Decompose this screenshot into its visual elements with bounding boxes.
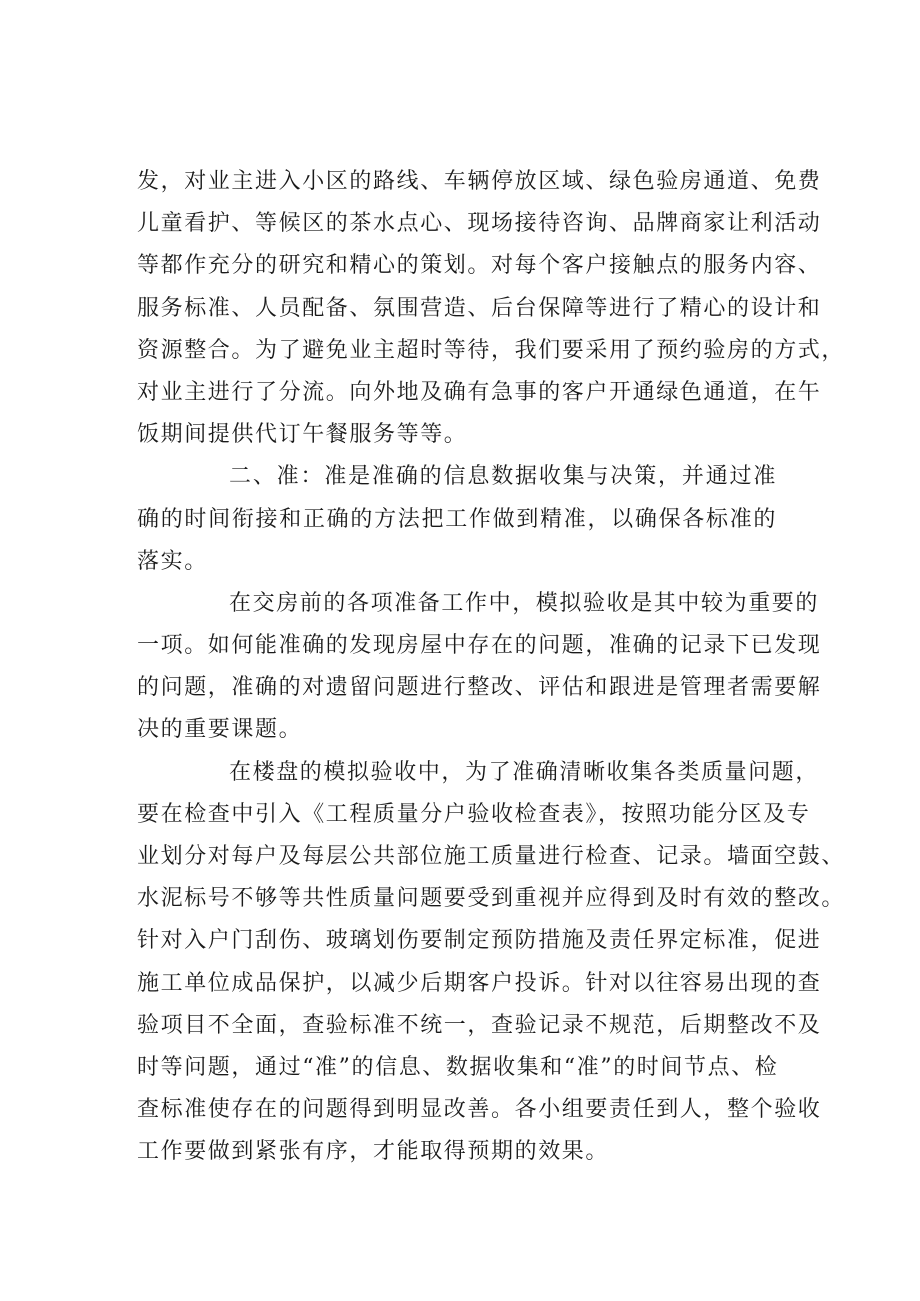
- text-line: 时等问题，通过“准”的信息、数据收集和“准”的时间节点、检: [137, 1054, 779, 1080]
- document-body: [137, 161, 846, 1174]
- text-line: 查标准使存在的问题得到明显改善。各小组要责任到人，整个验收: [137, 1097, 822, 1123]
- text-line: 决的重要课题。: [137, 717, 303, 743]
- paragraph-4: [137, 752, 846, 1174]
- text-line: 要在检查中引入《工程质量分户验收检查表》，按照功能分区及专: [137, 801, 811, 827]
- text-line: 工作要做到紧张有序，才能取得预期的效果。: [137, 1139, 610, 1165]
- paragraph-3: [137, 583, 822, 752]
- paragraph-2: [137, 456, 777, 583]
- text-line: 发，对业主进入小区的路线、车辆停放区域、绿色验房通道、免费: [137, 169, 822, 194]
- text-line: 施工单位成品保护，以减少后期客户投诉。针对以往容易出现的查: [137, 970, 822, 996]
- text-line: 饭期间提供代订午餐服务等等。: [137, 422, 468, 448]
- text-line: 一项。如何能准确的发现房屋中存在的问题，准确的记录下已发现: [137, 633, 822, 659]
- text-line: 服务标准、人员配备、氛围营造、后台保障等进行了精心的设计和: [137, 295, 822, 321]
- text-line: 在楼盘的模拟验收中，为了准确清晰收集各类质量问题，: [229, 759, 820, 785]
- text-line: 等都作充分的研究和精心的策划。对每个客户接触点的服务内容、: [137, 253, 822, 279]
- text-line: 在交房前的各项准备工作中，模拟验收是其中较为重要的: [229, 590, 820, 616]
- text-line: 的问题，准确的对遗留问题进行整改、评估和跟进是管理者需要解: [137, 675, 822, 701]
- text-line: 资源整合。为了避免业主超时等待，我们要采用了预约验房的方式，: [137, 337, 846, 363]
- text-line: 业划分对每户及每层公共部位施工质量进行检查、记录。墙面空鼓、: [137, 844, 846, 869]
- text-line: 二、准：准是准确的信息数据收集与决策，并通过准: [229, 464, 777, 490]
- text-line: 确的时间衔接和正确的方法把工作做到精准，以确保各标准的: [137, 506, 777, 532]
- paragraph-1: [137, 161, 846, 456]
- text-line: 对业主进行了分流。向外地及确有急事的客户开通绿色通道，在午: [137, 379, 822, 405]
- text-line: 落实。: [137, 548, 208, 574]
- text-line: 水泥标号不够等共性质量问题要受到重视并应得到及时有效的整改。: [137, 886, 846, 912]
- text-line: 针对入户门刮伤、玻璃划伤要制定预防措施及责任界定标准，促进: [137, 928, 822, 954]
- text-line: 儿童看护、等候区的茶水点心、现场接待咨询、品牌商家让利活动: [137, 211, 822, 237]
- text-line: 验项目不全面，查验标准不统一，查验记录不规范，后期整改不及: [137, 1012, 822, 1038]
